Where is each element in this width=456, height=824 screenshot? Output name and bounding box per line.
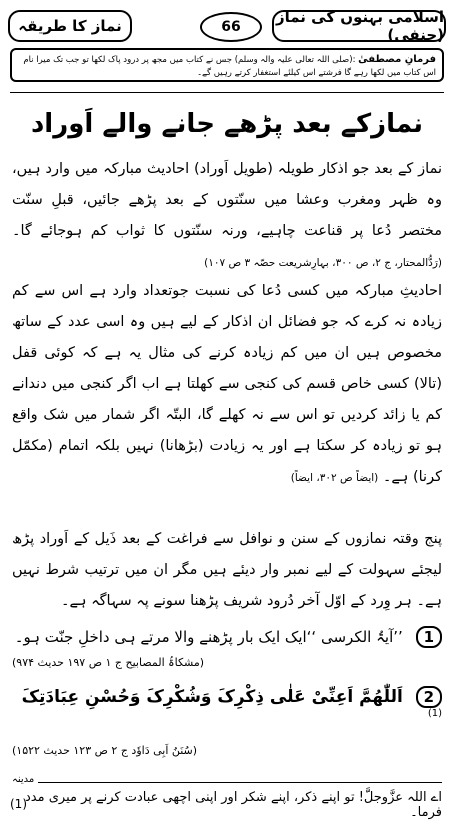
divider [10,92,444,93]
item-1-source: (مشکاۃُ المصابیح ج ۱ ص ۱۹۷ حدیث ۹۷۴) [12,656,205,669]
section-title: نمازکے بعد پڑھے جانے والے اَوراد [30,109,424,139]
footnote-divider [12,782,442,783]
madina-mark: مدینہ [8,774,38,785]
paragraph-3-text: پنج وقتہ نمازوں کے سنن و نوافل سے فراغت کے بعد ذَیل کے اَوراد پڑھ لیجئے سہولت کے لیے نمبر وار دیئے ہیں مگر ان میں ترتیب شرط نہیں ہے۔ ہر وِرد کے اوّل آخر دُرود شریف پڑھنا سونے پہ سہاگہ ہے۔ [12,531,442,609]
hadith-text: :(صلی اللہ تعالی علیہ والہ وسلم) جس نے کتاب میں مجھ پر درود پاک لکھا تو جب تک میرا نام اس کتاب میں لکھا رہے گا فرشتے اس کیلئے استغفار کرتے رہیں گے۔ [23,55,436,78]
item-2-source: (سُنَنُ اَبِی دَاوٗد ج ۲ ص ۱۲۳ حدیث ۱۵۲۲) [12,744,198,757]
footnote-number: (1) [10,797,27,811]
page-number: 66 [200,12,262,42]
chapter-header: نماز کا طریقہ [8,10,132,42]
item-1-text: ’’آیۃُ الکرسی ‘‘ایک ایک بار پڑھنے والا مرتے ہی داخلِ جنّت ہو۔ [14,628,403,646]
hadith-label: فرمانِ مصطفیٰ [358,54,436,65]
item-number-badge: 2 [416,686,442,708]
hadith-box [10,48,444,82]
paragraph-3 [12,524,442,617]
arabic-supplication: اَللّٰھُمَّ اَعِنِّیْ عَلٰی ذِکْرِکَ وَشُکْرِکَ وَحُسْنِ عِبَادَتِکَ [21,687,403,707]
list-item-1 [12,626,442,648]
list-item-2 [12,686,442,726]
paragraph-1 [12,154,442,279]
paragraph-2-ref: (ایضاً ص ۳۰۲، ایضاً) [290,472,379,484]
item-number-badge: 1 [416,626,442,648]
footnote-text: اے اللہ عزَّوجلَّ! تو اپنے ذکر، اپنے شکر اور اپنی اچھی عبادت کرنے پر میری مدد فرما۔ [25,790,442,820]
paragraph-2 [12,276,442,494]
footnote-marker: (1) [427,708,442,719]
paragraph-1-text: نماز کے بعد جو اذکار طویلہ (طویل اَوراد) احادیث مبارکہ میں وارد ہیں، وہ ظہر ومغرب وعشا میں سنّتوں کے بعد پڑھے جائیں، قبلِ سنّت مختصر دُعا پر قناعت چاہیے، ورنہ سنّتوں کا ثواب کم ہوجائے گا۔ [12,161,442,239]
page-frame [4,4,450,818]
book-title-header: اسلامی بہنوں کی نماز (حنفی) [272,10,446,42]
paragraph-2-text: احادیثِ مبارکہ میں کسی دُعا کی نسبت جوتعداد وارد ہے اس سے کم زیادہ نہ کرے کہ جو فضائل ان اذکار کے لیے ہیں وہ اسی عدد کے ساتھ مخصوص ہیں ان میں کم زیادہ کرنے کی مثال یہ ہے کہ کوئی قفل (تالا) کسی خاص قسم کی کنجی سے کھلتا ہے اب اگر کنجی میں دندانے کم یا زائد کردیں تو اس سے نہ کھلے گا، البتّہ اگر شمار میں شک واقع ہو تو زیادہ کر سکتا ہے اور یہ زیادت (بڑھانا) نہیں بلکہ اتمام (مکمّل کرنا) ہے۔ [12,283,442,485]
paragraph-1-ref: (رَدُّالمحتار، ج ۲، ص ۳۰۰، بہارِشریعت حصّہ ۳ ص ۱۰۷) [204,257,442,269]
